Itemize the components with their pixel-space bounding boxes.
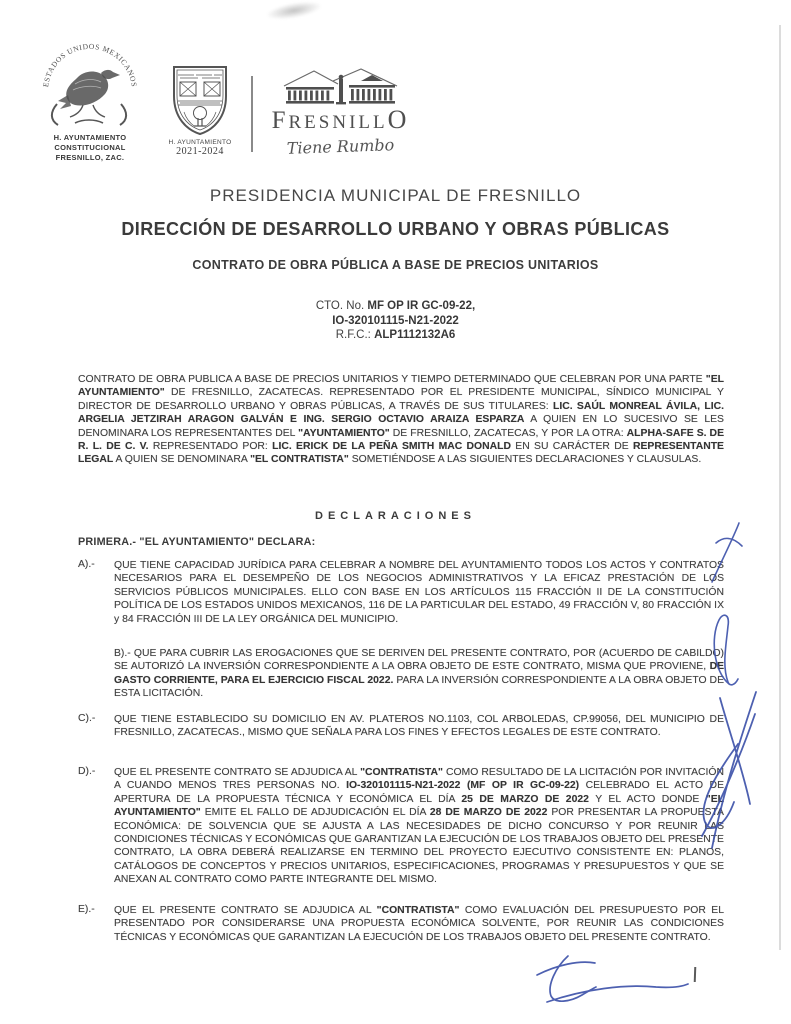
declaration-item-e (78, 904, 724, 944)
declaration-item-a (78, 559, 724, 626)
logo-divider (251, 76, 253, 152)
department-title: DIRECCIÓN DE DESARROLLO URBANO Y OBRAS PÚBLICAS (121, 219, 670, 239)
ink-signature (525, 945, 697, 1017)
mexican-eagle-seal-icon (35, 42, 145, 128)
scan-smudge (265, 0, 323, 23)
primera-heading: PRIMERA.- "EL AYUNTAMIENTO" DECLARA: (78, 536, 316, 548)
brand-name: FRESNILLO (271, 105, 410, 134)
contract-number-line: CTO. No. MF OP IR GC-09-22, (315, 300, 476, 312)
scan-artifact-line (779, 25, 781, 950)
item-text: QUE TIENE ESTABLECIDO SU DOMICILIO EN AV. PLATEROS NO.1103, COL ARBOLEDAS, CP.99056, DEL MUNICIPIO DE FRESNILLO, ZACATECAS., MISMO QUE SEÑALA PARA LOS FINES Y EFECTOS LEGALES DE ESTE CONTRATO. (114, 714, 724, 739)
item-text: QUE EL PRESENTE CONTRATO SE ADJUDICA AL "CONTRATISTA" COMO EVALUACIÓN DEL PRESUPUESTO POR EL PRESENTADO POR CONSIDERARSE UNA PROPUESTA ECONÓMICA SOLVENTE, POR REUNIR LAS CONDICIONES TÉCNICAS Y ECONÓMICAS QUE GARANTIZAN LA EJECUCIÓN DE LOS TRABAJOS OBJETO DEL PRESENTE CONTRATO. (114, 905, 724, 943)
declaration-item-d (78, 766, 724, 887)
item-label: E).- (78, 904, 95, 915)
item-label: A).- (78, 559, 95, 570)
shield-caption-line2: 2021-2024 (176, 146, 224, 157)
fresnillo-brand-logo (258, 66, 423, 156)
seal-caption-line3: FRESNILLO, ZAC. (55, 153, 125, 162)
ink-margin-mark-2 (705, 608, 740, 690)
seal-caption-line1: H. AYUNTAMIENTO (53, 133, 127, 142)
intro-paragraph: CONTRATO DE OBRA PUBLICA A BASE DE PRECIOS UNITARIOS Y TIEMPO DETERMINADO QUE CELEBRAN POR UNA PARTE "EL AYUNTAMIENTO" DE FRESNILLO, ZACATECAS. REPRESENTADO POR EL PRESIDENTE MUNICIPAL, SÍNDICO MUNICIPAL Y DIRECTOR DE DESARROLLO URBANO Y OBRAS PÚBLICAS, A TRAVÉS DE SUS TITULARES: LIC. SAÚL MONREAL ÁVILA, LIC. ARGELIA JETZIRAH ARAGON GALVÁN E ING. SERGIO OCTAVIO ARAIZA ESPARZA A QUIEN EN LO SUCESIVO SE LES DENOMINARA LOS REPRESENTANTES DEL "AYUNTAMIENTO" DE FRESNILLO, ZACATECAS, Y POR LA OTRA: ALPHA-SAFE S. DE R. L. DE C. V. REPRESENTADO POR: LIC. ERICK DE LA PEÑA SMITH MAC DONALD EN SU CARÁCTER DE REPRESENTANTE LEGAL A QUIEN SE DENOMINARA "EL CONTRATISTA" SOMETIÉNDOSE A LAS SIGUIENTES DECLARACIONES Y CLAUSULAS. (78, 374, 724, 466)
contract-meta (0, 299, 791, 343)
declarations-title: DECLARACIONES (315, 510, 476, 522)
item-label: D).- (78, 766, 96, 777)
item-text: QUE TIENE CAPACIDAD JURÍDICA PARA CELEBRAR A NOMBRE DEL AYUNTAMIENTO TODOS LOS ACTOS Y CONTRATOS NECESARIOS PARA EL DESEMPEÑO DE LOS NEGOCIOS ADMINISTRATIVOS Y LA EFICAZ PRESTACIÓN DE LOS SERVICIOS PÚBLICOS MUNICIPALES. ELLO CON BASE EN LOS ARTÍCULOS 115 FRACCIÓN II DE LA CONSTITUCIÓN POLÍTICA DE LOS ESTADOS UNIDOS MEXICANOS, 116 DE LA PARTICULAR DEL ESTADO, 49 FRACCIÓN V, 80 FRACCIÓN IX y 84 FRACCIÓN III DE LA LEY ORGÁNICA DEL MUNICIPIO. (114, 560, 724, 625)
municipal-shield-logo (150, 64, 250, 157)
page-title: PRESIDENCIA MUNICIPAL DE FRESNILLO (209, 186, 582, 205)
seal-caption-line2: CONSTITUCIONAL (54, 143, 126, 152)
item-text: QUE EL PRESENTE CONTRATO SE ADJUDICA AL "CONTRATISTA" COMO RESULTADO DE LA LICITACIÓN POR INVITACIÓN A CUANDO MENOS TRES PERSONAS NO. IO-320101115-N21-2022 (MF OP IR GC-09-22) CELEBRADO EL ACTO DE APERTURA DE LA PROPUESTA TÉCNICA Y ECONÓMICA EL DÍA 25 DE MARZO DE 2022 Y EL ACTO DONDE "EL AYUNTAMIENTO" EMITE EL FALLO DE ADJUDICACIÓN EL DÍA 28 DE MARZO DE 2022 POR PRESENTAR LA PROPUESTA ECONÓMICA: DE SOLVENCIA QUE SE AJUSTA A LAS NECESIDADES DE DICHO CONCURSO Y POR REUNIR LAS CONDICIONES TÉCNICAS Y ECONÓMICAS QUE GARANTIZAN LA EJECUCIÓN DE LOS TRABAJOS OBJETO DEL PRESENTE CONTRATO, LA OBRA DEBERÁ REALIZARSE EN TERMINO DEL PROYECTO EJECUTIVO CONSISTENTE EN: PLANOS, CATÁLOGOS DE CONCEPTOS Y PRECIOS UNITARIOS, ESPECIFICACIONES, PROGRAMAS Y PRESUPUESTOS Y QUE SE ANEXAN AL CONTRATO COMO PARTE INTEGRANTE DEL MISMO. (114, 767, 724, 886)
seal-ring-text: ESTADOS UNIDOS MEXICANOS (41, 42, 139, 88)
item-text: B).- QUE PARA CUBRIR LAS EROGACIONES QUE SE DERIVEN DEL PRESENTE CONTRATO, POR (ACUERDO DE CABILDO) SE AUTORIZÓ LA INVERSIÓN CORRESPONDIENTE A LA OBRA OBJETO DE ESTE CONTRATO, MISMA QUE PROVIENE, DE GASTO CORRIENTE, PARA EL EJERCICIO FISCAL 2022. PARA LA INVERSIÓN CORRESPONDIENTE A LA OBRA OBJETO DE ESTA LICITACIÓN. (114, 648, 724, 700)
national-seal-logo (30, 42, 150, 163)
ink-margin-mark-1 (705, 520, 750, 585)
declaration-item-c (78, 713, 724, 740)
item-label: C).- (78, 713, 96, 724)
declaration-item-b (78, 647, 724, 701)
fresnillo-monument-icon (279, 66, 403, 108)
ink-margin-mark-3 (692, 686, 764, 858)
contract-type-title: CONTRATO DE OBRA PÚBLICA A BASE DE PRECIOS UNITARIOS (192, 258, 599, 272)
shield-caption-line1: H. AYUNTAMIENTO (168, 139, 232, 146)
tender-number-line: IO-320101115-N21-2022 (332, 314, 459, 327)
brand-tagline: Tiene Rumbo (286, 135, 395, 158)
rfc-line: R.F.C.: ALP1112132A6 (335, 329, 456, 341)
municipal-shield-icon (168, 64, 232, 138)
